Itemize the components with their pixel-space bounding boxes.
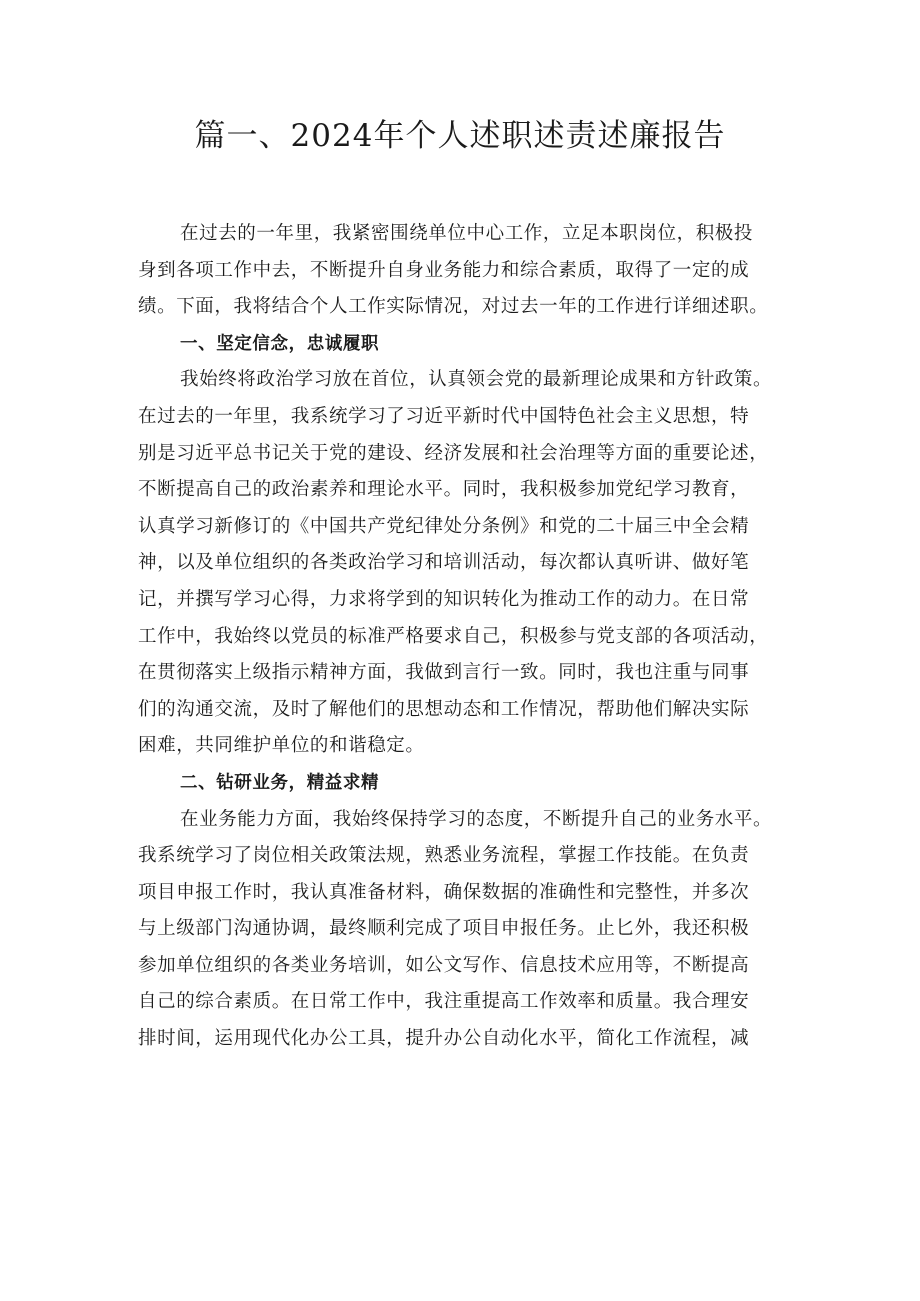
section-heading: 二、钻研业务，精益求精 [180, 772, 380, 793]
paragraph-line: 们的沟通交流，及时了解他们的思想动态和工作情况，帮助他们解决实际 [138, 698, 750, 720]
paragraph-line: 别是习近平总书记关于党的建设、经济发展和社会治理等方面的重要论述， [138, 442, 769, 464]
paragraph-line: 在过去的一年里，我紧密围绕单位中心工作，立足本职岗位，积极投 [180, 223, 754, 244]
section-heading: 一、坚定信念，忠诚履职 [180, 333, 380, 354]
paragraph-line: 我系统学习了岗位相关政策法规，熟悉业务流程，掌握工作技能。在负责 [138, 845, 750, 867]
paragraph-line: 认真学习新修订的《中国共产党纪律处分条例》和党的二十届三中全会精 [138, 515, 750, 537]
paragraph-line: 困难，共同维护单位的和谐稳定。 [138, 735, 425, 757]
paragraph-line: 不断提高自己的政治素养和理论水平。同时，我积极参加党纪学习教育， [138, 479, 750, 501]
paragraph-line: 身到各项工作中去，不断提升自身业务能力和综合素质，取得了一定的成 [138, 259, 750, 281]
paragraph-line: 工作中，我始终以党员的标准严格要求自己，积极参与党支部的各项活动， [138, 625, 769, 647]
paragraph-line: 在业务能力方面，我始终保持学习的态度，不断提升自己的业务水平。 [180, 808, 773, 830]
paragraph-line: 排时间，运用现代化办公工具，提升办公自动化水平，简化工作流程，减 [138, 1028, 750, 1050]
paragraph-line: 与上级部门沟通协调，最终顺利完成了项目申报任务。止匕外，我还积极 [138, 918, 750, 940]
paragraph-line: 在贯彻落实上级指示精神方面，我做到言行一致。同时，我也注重与同事 [138, 662, 750, 684]
paragraph-line: 在过去的一年里，我系统学习了习近平新时代中国特色社会主义思想，特 [138, 405, 750, 427]
document-title: 篇一、2024年个人述职述责述廉报告 [194, 118, 726, 154]
paragraph-line: 记，并撰写学习心得，力求将学到的知识转化为推动工作的动力。在日常 [138, 588, 750, 610]
document-body [138, 216, 798, 1058]
paragraph-line: 自己的综合素质。在日常工作中，我注重提高工作效率和质量。我合理安 [138, 991, 750, 1013]
paragraph-line: 项目申报工作时，我认真准备材料，确保数据的准确性和完整性，并多次 [138, 881, 750, 903]
paragraph-line: 神，以及单位组织的各类政治学习和培训活动，每次都认真听讲、做好笔 [138, 552, 750, 574]
paragraph-line: 我始终将政治学习放在首位，认真领会党的最新理论成果和方针政策。 [180, 369, 773, 391]
paragraph-line: 参加单位组织的各类业务培训，如公文写作、信息技术应用等，不断提高 [138, 954, 750, 976]
paragraph-line: 绩。下面，我将结合个人工作实际情况，对过去一年的工作进行详细述职。 [138, 296, 769, 318]
